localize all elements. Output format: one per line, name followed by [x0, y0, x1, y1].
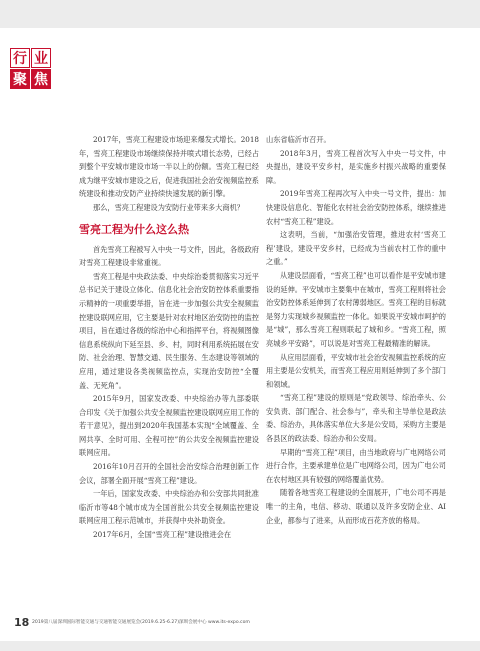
body-paragraph: 2017年6月，全国“雪亮工程”建设推进会在 [93, 530, 232, 540]
body-paragraph: 那么，雪亮工程建设为安防行业带来多大商机？ [93, 202, 244, 212]
footer-credit: 2019第八届深圳国际智能交通与交通智能交通展览会(2019.6.25-6.27)深圳会展中心 www.its-expo.com [32, 620, 250, 625]
badge-char-4: 焦 [31, 69, 51, 89]
top-stripe [0, 0, 480, 28]
body-paragraph: 一年后，国家发改委、中央综治办和公安部共同批准临沂市等48个城市成为全国首批公共安全视频监控建设联网应用工程示范城市，并获得中央补助资金。 [79, 489, 259, 526]
body-paragraph: 2017年，雪亮工程建设市场迎来爆发式增长。2018年，雪亮工程建设市场继续保持并喷式增长态势，已经占到整个平安城市建设市场一半以上的份额。雪亮工程已经成为继平安城市建设之后，促进我国社会治安视频监控系统建设和推动安防产业持续快速发展的新引擎。 [79, 135, 259, 199]
body-paragraph: 从建设层面看，“雪亮工程”也可以看作是平安城市建设的延伸。平安城市主要集中在城市，雪亮工程则将社会治安防控体系延伸到了农村薄弱地区。雪亮工程的目标就是努力实现城乡视频监控一体化。如果说平安城市呵护的是“城”，那么雪亮工程则联起了城和乡。“雪亮工程，照亮城乡平安路”，可以说是对雪亮工程最精准的解读。 [266, 270, 446, 348]
body-paragraph: 2019年雪亮工程再次写入中央一号文件，提出：加快建设信息化、智能化农村社会治安防控体系，继续推进农村“雪亮工程”建设。 [266, 189, 446, 226]
body-paragraph: 2015年9月，国家发改委、中央综治办等九部委联合印发《关于加强公共安全视频监控建设联网应用工作的若干意见》，提出到2020年我国基本实现“全域覆盖、全网共享、全时可用、全程可控”的公共安全视频监控建设联网应用。 [79, 394, 259, 458]
body-paragraph: “雪亮工程”建设的原则是“党政领导、综治牵头、公安负责、部门配合、社会参与”，牵头和主导单位是政法委、综治办，具体落实单位大多是公安局，采购方主要是各县区的政法委、综治办和公安局。 [266, 393, 446, 444]
bottom-stripe [0, 641, 480, 651]
badge-char-3: 聚 [10, 69, 30, 89]
left-column [79, 133, 259, 542]
body-paragraph: 山东省临沂市召开。 [266, 135, 331, 144]
body-paragraph: 早期的“雪亮工程”项目，由当地政府与广电网络公司进行合作，主要承建单位是广电网络公司，因为广电公司在农村地区具有较强的网络覆盖优势。 [266, 447, 446, 484]
right-column [266, 133, 446, 527]
body-paragraph: 这表明，当前，“加强治安管理，推进农村‘雪亮工程’建设，建设平安乡村，已经成为当前农村工作的重中之重。” [266, 230, 446, 267]
body-paragraph: 雪亮工程是中央政法委、中央综治委贯彻落实习近平总书记关于建设立体化、信息化社会治安防控体系重要指示精神的一项重要举措，旨在进一步加强公共安全视频监控建设联网应用，它主要是针对农村地区治安防控的监控项目，旨在通过各级的综治中心和指挥平台，将视频图像信息系统纵向下延至县、乡、村，同时利用系统拓展在安防、社会治理、智慧交通、民生服务、生态建设等领域的应用，通过建设各类视频监控点，实现治安防控“全覆盖、无死角”。 [79, 271, 259, 390]
body-paragraph: 2016年10月召开的全国社会治安综合治理创新工作会议，部署全面开展“雪亮工程”建设。 [79, 462, 259, 485]
body-paragraph: 随着各地雪亮工程建设的全面展开，广电公司不再是唯一的主角，电信、移动、联通以及许多安防企业、AI企业，都参与了进来，从而形成百花齐放的格局。 [266, 488, 446, 525]
section-badge [10, 48, 52, 90]
body-paragraph: 从应用层面看，平安城市社会治安视频监控系统的应用主要是公安机关，而雪亮工程应用则延伸到了多个部门和领域。 [266, 352, 446, 389]
page-number: 18 [14, 616, 30, 629]
section-heading: 雪亮工程为什么这么热 [79, 222, 189, 236]
badge-char-1: 行 [10, 48, 30, 68]
badge-char-2: 业 [31, 48, 51, 68]
body-paragraph: 2018年3月，雪亮工程首次写入中央一号文件，中央提出，建设平安乡村，是实施乡村振兴战略的重要保障。 [266, 148, 446, 185]
body-paragraph: 首先雪亮工程被写入中央一号文件，因此，各级政府对雪亮工程建设非常重视。 [79, 244, 259, 268]
